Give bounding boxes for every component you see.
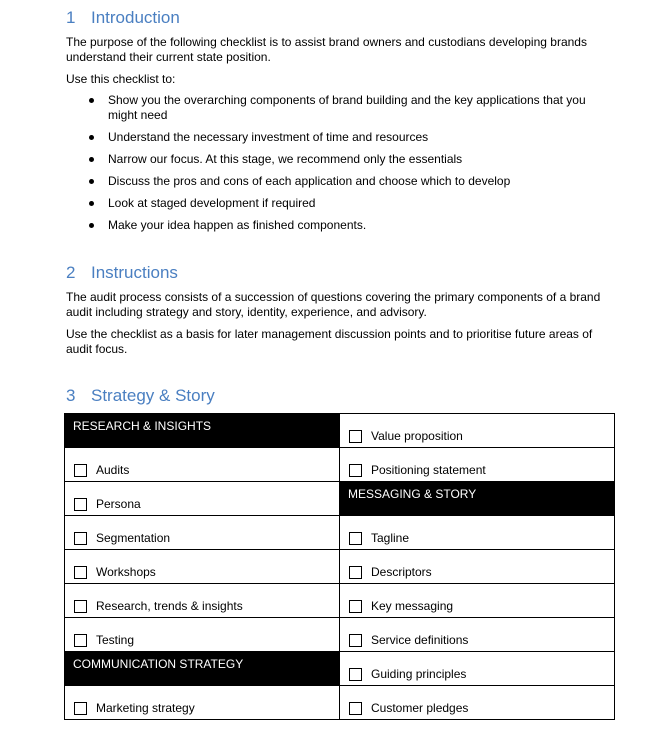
checklist-label: Value proposition (371, 429, 463, 443)
list-item: Make your idea happen as finished components. (66, 218, 586, 233)
instructions-paragraph: The audit process consists of a succession of questions covering the primary components of a brand audit including strategy and story, identity, experience, and advisory. (66, 290, 601, 319)
heading-introduction (66, 8, 180, 28)
list-item: Discuss the pros and cons of each application and choose which to develop (66, 174, 586, 189)
heading-strategy-story (66, 386, 215, 406)
checklist-item[interactable] (340, 463, 614, 481)
checklist-item[interactable] (65, 701, 339, 719)
section-number: 2 (66, 263, 76, 282)
list-item: Understand the necessary investment of time and resources (66, 130, 586, 145)
checklist-cell (65, 584, 340, 618)
table-row (65, 618, 615, 652)
checklist-cell (340, 550, 615, 584)
checklist-label: Marketing strategy (96, 701, 195, 715)
table-row (65, 584, 615, 618)
table-row (65, 448, 615, 482)
list-item: Look at staged development if required (66, 196, 586, 211)
checklist-cell (340, 414, 615, 448)
heading-instructions (66, 263, 178, 283)
checklist-label: Tagline (371, 531, 410, 545)
checkbox[interactable] (74, 498, 87, 511)
checklist-item[interactable] (65, 599, 339, 617)
checklist-table (64, 413, 615, 720)
list-item: Show you the overarching components of brand building and the key applications that you might need (66, 93, 586, 123)
checkbox[interactable] (349, 566, 362, 579)
checklist-item[interactable] (65, 463, 339, 481)
checklist-item[interactable] (340, 701, 614, 719)
checklist-label: Segmentation (96, 531, 171, 545)
checklist-label: Key messaging (371, 599, 454, 613)
checklist-cell (340, 516, 615, 550)
table-row (65, 686, 615, 720)
section-title: Strategy & Story (91, 386, 215, 405)
intro-paragraph: The purpose of the following checklist is to assist brand owners and custodians developing brands understand their current state position. (66, 35, 587, 64)
intro-lead: Use this checklist to: (66, 72, 176, 86)
checkbox[interactable] (349, 430, 362, 443)
category-header: COMMUNICATION STRATEGY (65, 652, 340, 686)
checklist-item[interactable] (340, 531, 614, 549)
table-row (65, 652, 615, 686)
checklist-label: Positioning statement (371, 463, 486, 477)
checklist-label: Workshops (96, 565, 156, 579)
list-item: Narrow our focus. At this stage, we recommend only the essentials (66, 152, 586, 167)
checklist-cell (65, 686, 340, 720)
table-row (65, 516, 615, 550)
table-row (65, 482, 615, 516)
checkbox[interactable] (349, 668, 362, 681)
checklist-label: Audits (96, 463, 130, 477)
checklist-cell (340, 448, 615, 482)
instructions-paragraph-2: Use the checklist as a basis for later management discussion points and to prioritise future areas of audit focus. (66, 327, 593, 356)
checklist-cell (65, 516, 340, 550)
checklist-cell (340, 618, 615, 652)
checkbox[interactable] (74, 702, 87, 715)
checklist-label: Guiding principles (371, 667, 467, 681)
checklist-label: Research, trends & insights (96, 599, 243, 613)
checklist-item[interactable] (65, 633, 339, 651)
checkbox[interactable] (74, 464, 87, 477)
checkbox[interactable] (74, 566, 87, 579)
checkbox[interactable] (349, 464, 362, 477)
checklist-item[interactable] (340, 599, 614, 617)
checklist-item[interactable] (340, 565, 614, 583)
checklist-cell (340, 652, 615, 686)
category-header: RESEARCH & INSIGHTS (65, 414, 340, 448)
checklist-item[interactable] (65, 565, 339, 583)
checklist-item[interactable] (65, 531, 339, 549)
checklist-label: Descriptors (371, 565, 432, 579)
checklist-item[interactable] (340, 633, 614, 651)
checklist-item[interactable] (340, 429, 614, 447)
intro-bullet-list (66, 93, 586, 240)
checkbox[interactable] (74, 600, 87, 613)
checklist-label: Service definitions (371, 633, 469, 647)
section-number: 3 (66, 386, 76, 405)
checklist-cell (340, 584, 615, 618)
checkbox[interactable] (74, 634, 87, 647)
table-row (65, 550, 615, 584)
checkbox[interactable] (74, 532, 87, 545)
checklist-cell (65, 448, 340, 482)
checklist-cell (65, 550, 340, 584)
checklist-cell (65, 482, 340, 516)
section-title: Instructions (91, 263, 178, 282)
section-number: 1 (66, 8, 76, 27)
checkbox[interactable] (349, 634, 362, 647)
section-title: Introduction (91, 8, 180, 27)
checklist-label: Testing (96, 633, 135, 647)
checkbox[interactable] (349, 532, 362, 545)
checkbox[interactable] (349, 600, 362, 613)
checklist-cell (65, 618, 340, 652)
checklist-item[interactable] (65, 497, 339, 515)
checklist-label: Customer pledges (371, 701, 469, 715)
checklist-item[interactable] (340, 667, 614, 685)
checklist-cell (340, 686, 615, 720)
checklist-label: Persona (96, 497, 141, 511)
table-row (65, 414, 615, 448)
category-header: MESSAGING & STORY (340, 482, 615, 516)
checkbox[interactable] (349, 702, 362, 715)
